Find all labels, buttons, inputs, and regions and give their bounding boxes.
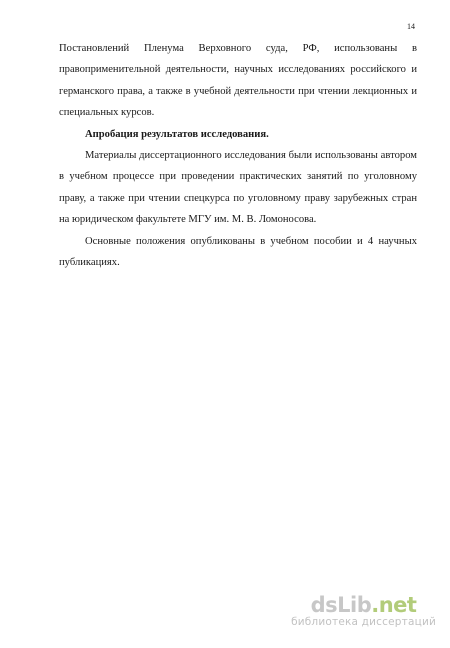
- section-heading-approbation: Апробация результатов исследования.: [85, 128, 269, 140]
- dslib-watermark: [291, 594, 436, 629]
- watermark-subtitle: библиотека диссертаций: [291, 616, 436, 628]
- body-text: [59, 38, 417, 273]
- paragraph-materials: Материалы диссертационного исследования были использованы автором в учебном процессе при проведении практических занятий по уголовному праву, а также при чтении спецкурса по уголовному праву зарубежных стран на юридическом факультете МГУ им. М. В. Ломоносова.: [59, 150, 417, 226]
- paragraph-continuation: Постановлений Пленума Верховного суда, РФ, использованы в правоприменительной деятельности, научных исследованиях российского и германского права, а также в учебной деятельности при чтении лекционных и специальных курсов.: [59, 43, 417, 119]
- paragraph-publications: Основные положения опубликованы в учебном пособии и 4 научных публикациях.: [59, 235, 417, 269]
- logo-main-text: dsLib: [310, 593, 372, 617]
- logo-tld-text: .net: [371, 593, 417, 617]
- page-number: 14: [407, 22, 415, 31]
- dslib-logo: [291, 594, 436, 616]
